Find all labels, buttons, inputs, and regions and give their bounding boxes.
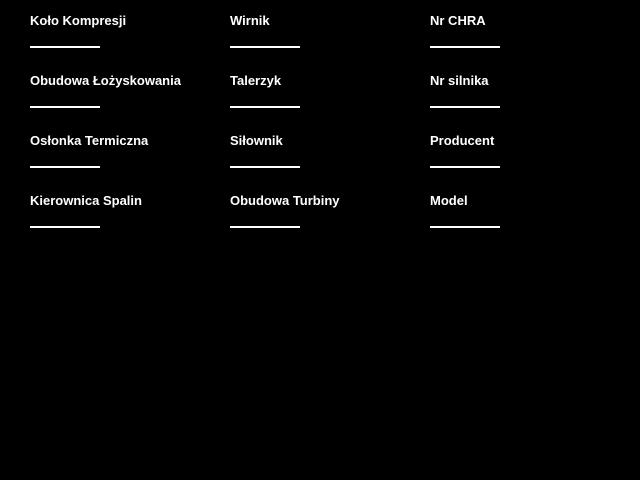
field-kierownica-spalin-label: Kierownica Spalin — [30, 193, 142, 208]
field-producent-label: Producent — [430, 133, 495, 148]
field-talerzyk — [230, 73, 430, 133]
field-model-input[interactable] — [430, 226, 500, 228]
field-wirnik — [230, 13, 430, 73]
field-model-label: Model — [430, 193, 468, 208]
field-silownik-label: Siłownik — [230, 133, 283, 148]
field-talerzyk-input[interactable] — [230, 106, 300, 108]
field-silownik — [230, 133, 430, 193]
field-nr-chra — [430, 13, 630, 73]
field-nr-chra-input[interactable] — [430, 46, 500, 48]
field-oslonka-termiczna-label: Osłonka Termiczna — [30, 133, 149, 148]
field-obudowa-turbiny-label: Obudowa Turbiny — [230, 193, 340, 208]
field-nr-silnika — [430, 73, 630, 133]
field-obudowa-lozyskowania-input[interactable] — [30, 106, 100, 108]
field-silownik-input[interactable] — [230, 166, 300, 168]
field-oslonka-termiczna — [30, 133, 230, 193]
field-kierownica-spalin-input[interactable] — [30, 226, 100, 228]
field-producent — [430, 133, 630, 193]
field-wirnik-input[interactable] — [230, 46, 300, 48]
field-kolo-kompresji-label: Koło Kompresji — [30, 13, 127, 28]
field-kierownica-spalin — [30, 193, 230, 253]
form-grid — [30, 13, 630, 253]
field-oslonka-termiczna-input[interactable] — [30, 166, 100, 168]
field-model — [430, 193, 630, 253]
field-kolo-kompresji — [30, 13, 230, 73]
field-obudowa-lozyskowania — [30, 73, 230, 133]
field-nr-silnika-input[interactable] — [430, 106, 500, 108]
field-wirnik-label: Wirnik — [230, 13, 270, 28]
field-talerzyk-label: Talerzyk — [230, 73, 282, 88]
field-obudowa-turbiny-input[interactable] — [230, 226, 300, 228]
field-obudowa-lozyskowania-label: Obudowa Łożyskowania — [30, 73, 181, 88]
field-producent-input[interactable] — [430, 166, 500, 168]
field-kolo-kompresji-input[interactable] — [30, 46, 100, 48]
field-obudowa-turbiny — [230, 193, 430, 253]
field-nr-chra-label: Nr CHRA — [430, 13, 486, 28]
field-nr-silnika-label: Nr silnika — [430, 73, 489, 88]
